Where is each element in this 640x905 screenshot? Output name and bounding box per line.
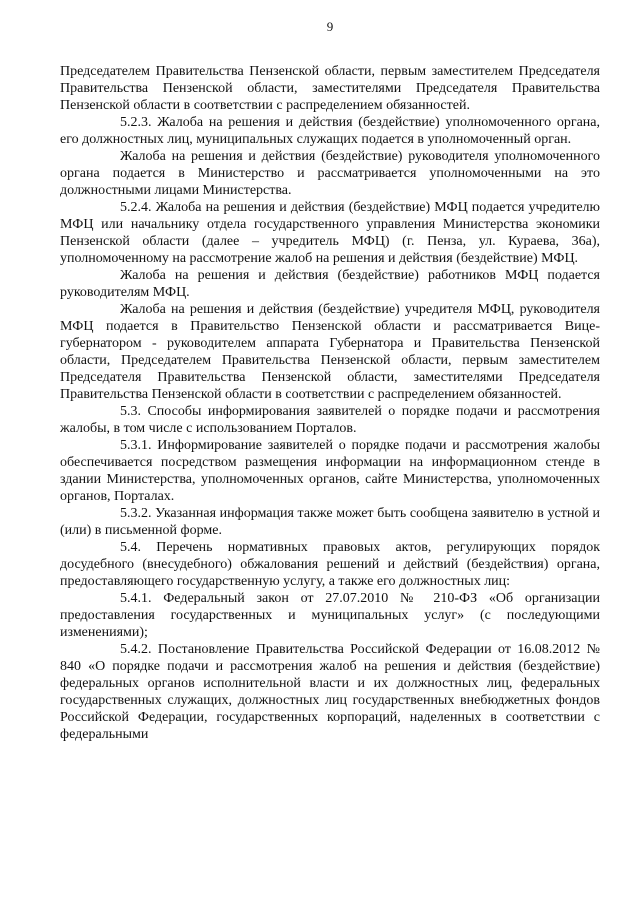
- paragraph: 5.4.1. Федеральный закон от 27.07.2010 № 210-ФЗ «Об организации предоставления государственных и муниципальных услуг» (с последующими изменениями);: [60, 591, 600, 640]
- paragraph: 5.2.4. Жалоба на решения и действия (бездействие) МФЦ подается учредителю МФЦ или начальнику отдела государственного управления Министерства экономики Пензенской области (далее – учредитель МФЦ) (г. Пенза, ул. Кураева, 36а), уполномоченному на рассмотрение жалоб на решения и действия (бездействие) МФЦ.: [60, 200, 600, 266]
- paragraph: Председателем Правительства Пензенской области, первым заместителем Председателя Правительства Пензенской области, заместителями Председателя Правительства Пензенской области в соответствии с распределением обязанностей.: [60, 64, 600, 113]
- document-body: [60, 63, 600, 743]
- paragraph: 5.4. Перечень нормативных правовых актов, регулирующих порядок досудебного (внесудебного) обжалования решений и действий (бездействия) органа, предоставляющего государственную услугу, а также его должностных лиц:: [60, 540, 600, 589]
- paragraph: 5.4.2. Постановление Правительства Российской Федерации от 16.08.2012 № 840 «О порядке подачи и рассмотрения жалоб на решения и действия (бездействие) федеральных органов исполнительной власти и их должностных лиц, федеральных государственных служащих, должностных лиц государственных внебюджетных фондов Российской Федерации, государственных корпораций, наделенных в соответствии с федеральными: [60, 642, 600, 742]
- page-number: 9: [326, 19, 334, 34]
- paragraph: Жалоба на решения и действия (бездействие) учредителя МФЦ, руководителя МФЦ подается в Правительство Пензенской области и рассматривается Вице-губернатором - руководителем аппарата Губернатора и Правительства Пензенской области, Председателем Правительства Пензенской области, первым заместителем Председателя Правительства Пензенской области, заместителями Председателя Правительства Пензенской области в соответствии с распределением обязанностей.: [60, 302, 600, 402]
- paragraph: 5.3.2. Указанная информация также может быть сообщена заявителю в устной и (или) в письменной форме.: [60, 506, 600, 538]
- paragraph: Жалоба на решения и действия (бездействие) работников МФЦ подается руководителям МФЦ.: [60, 268, 600, 300]
- paragraph: Жалоба на решения и действия (бездействие) руководителя уполномоченного органа подается в Министерство и рассматривается уполномоченными на это должностными лицами Министерства.: [60, 149, 600, 198]
- paragraph: 5.3.1. Информирование заявителей о порядке подачи и рассмотрения жалобы обеспечивается посредством размещения информации на информационном стенде в здании Министерства, уполномоченных органов, сайте Министерства, уполномоченных органов, Порталах.: [60, 438, 600, 504]
- paragraph: 5.2.3. Жалоба на решения и действия (бездействие) уполномоченного органа, его должностных лиц, муниципальных служащих подается в уполномоченный орган.: [60, 115, 600, 147]
- paragraph: 5.3. Способы информирования заявителей о порядке подачи и рассмотрения жалобы, в том числе с использованием Порталов.: [60, 404, 600, 436]
